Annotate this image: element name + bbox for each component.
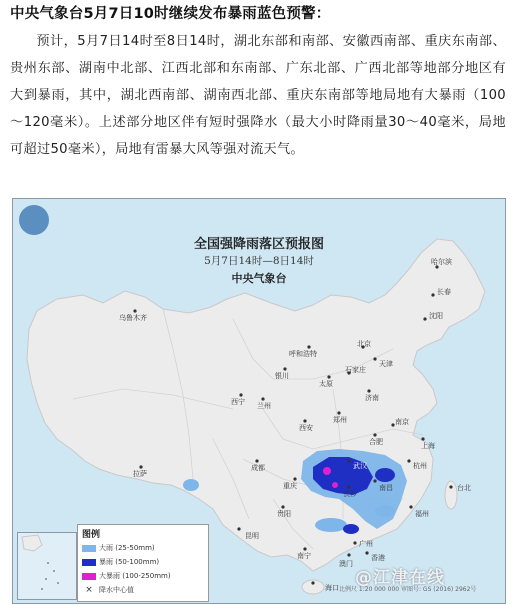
watermark: @江津在线 [355,568,445,588]
legend-swatch [82,545,96,552]
city-label: 贵阳 [277,510,291,518]
article-headline: 中央气象台5月7日10时继续发布暴雨蓝色预警： [10,6,331,22]
heavy-rain-area-south [315,518,347,532]
city-label: 杭州 [413,462,427,470]
cma-logo [19,205,49,235]
map-subtitle: 5月7日14时—8日14时 [204,255,314,267]
city-label: 乌鲁木齐 [119,314,147,322]
city-label: 兰州 [257,402,271,410]
rainstorm-area-south [343,524,359,534]
city-label: 西安 [299,424,313,432]
south-china-sea-inset [17,532,77,600]
legend-label: 降水中心值 [99,586,134,594]
city-label: 南昌 [379,484,393,492]
city-label: 济南 [365,394,379,402]
city-label: 重庆 [283,482,297,490]
article [10,4,506,163]
map-footer: 比例尺 1:20 000 000 审图号: GS (2016) 2962号 [339,586,477,593]
city-label: 成都 [251,464,265,472]
city-label: 昆明 [245,532,259,540]
city-label: 南宁 [297,552,311,560]
legend-item-center-value [82,585,134,595]
city-label: 天津 [379,360,393,368]
map-agency: 中央气象台 [231,272,287,285]
legend-swatch [82,573,96,580]
legend-swatch [82,559,96,566]
city-label: 呼和浩特 [289,350,317,358]
city-label: 福州 [415,510,429,518]
city-label: 太原 [319,380,333,388]
city-label: 台北 [457,484,471,492]
rainstorm-area-east [375,468,395,482]
heavy-rain-area-east [375,505,395,517]
city-label: 西宁 [231,398,245,406]
legend-label: 暴雨 (50-100mm) [99,558,160,566]
article-paragraph: 预计，5月7日14时至8日14时，湖北东部和南部、安徽西南部、重庆东南部、贵州东部、湖南中北部、江西北部和东南部、广东北部、广西北部等地部分地区有大到暴雨，其中，湖北西南部、湖南西北部、重庆东南部等地局地有大暴雨（100～120毫米）。上述部分地区伴有短时强降水（最大小时降雨量30～40毫米，局地可超过50毫米），局地有雷暴大风等强对流天气。 [10,34,506,157]
map-title: 全国强降雨落区预报图 [193,237,324,252]
cross-marker-icon: × [85,585,93,595]
map-legend [77,524,209,602]
legend-title: 图例 [82,530,101,540]
city-label: 武汉 [353,462,367,470]
city-label: 北京 [357,340,371,348]
city-label: 澳门 [339,560,353,568]
city-label: 香港 [371,554,385,562]
rainfall-forecast-map [12,198,506,604]
city-label: 沈阳 [429,312,443,320]
legend-item-heavy-rain [82,543,155,553]
inset-graphic [18,533,76,599]
severe-rainstorm-spot [323,467,331,475]
city-label: 广州 [359,540,373,548]
legend-item-rainstorm [82,557,159,567]
city-label: 拉萨 [133,470,147,478]
taiwan-island [445,481,457,509]
city-label: 长沙 [343,490,357,498]
city-label: 哈尔滨 [431,258,452,266]
severe-rainstorm-spot-2 [332,482,338,488]
city-label: 石家庄 [345,366,366,374]
city-label: 银川 [275,372,289,380]
city-label: 海口 [325,584,339,592]
legend-label: 大暴雨 (100-250mm) [99,572,171,580]
city-label: 长春 [437,288,451,296]
city-label: 上海 [421,442,435,450]
heavy-rain-area-southwest [183,479,199,491]
legend-label: 大雨 (25-50mm) [99,544,155,552]
legend-item-severe-rainstorm [82,571,171,581]
city-label: 郑州 [333,416,347,424]
city-label: 南京 [395,418,409,426]
city-label: 合肥 [369,438,383,446]
china-landmass [27,239,485,571]
